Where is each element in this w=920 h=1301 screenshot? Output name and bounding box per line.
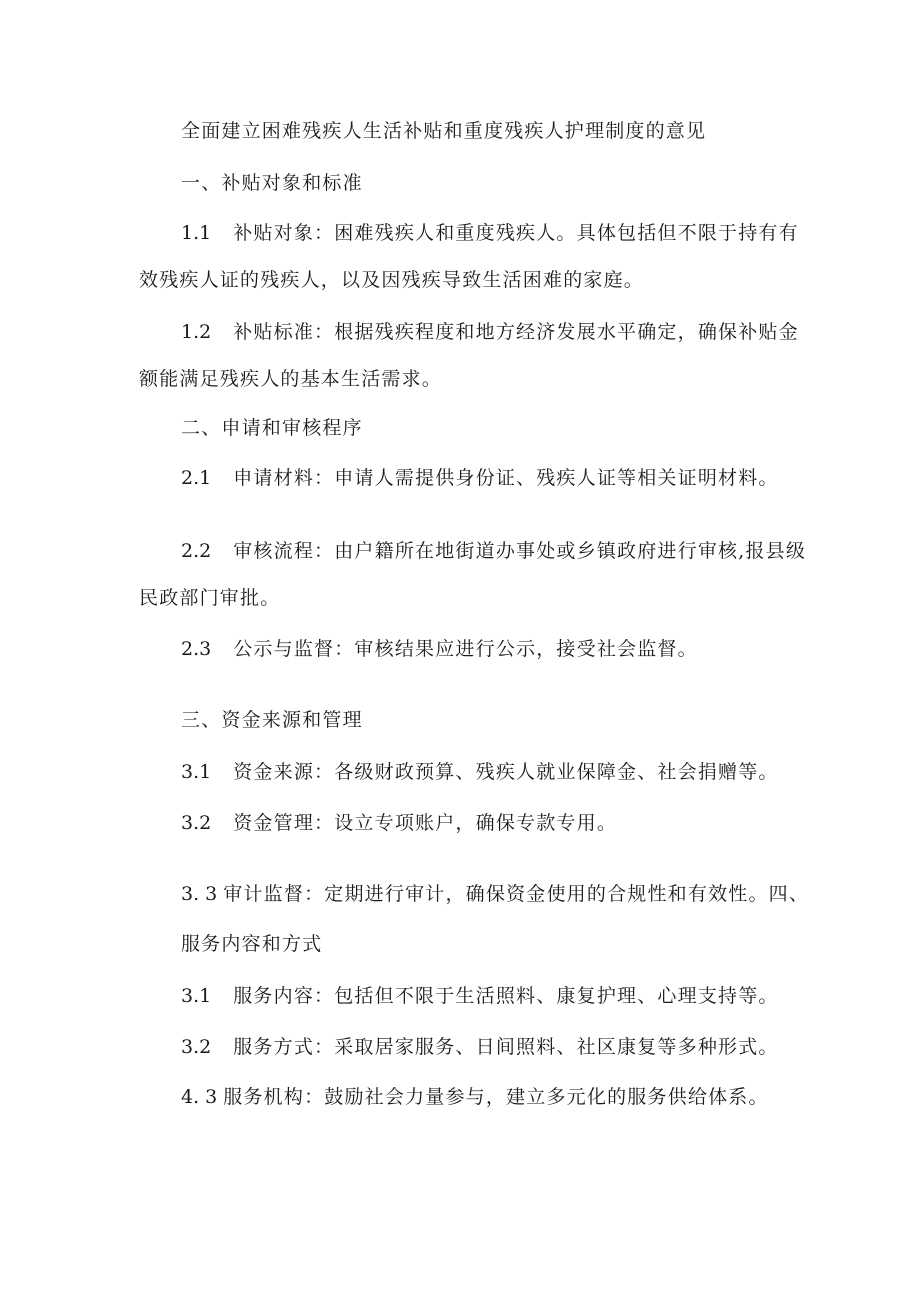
item-1-1-line-1 bbox=[181, 221, 841, 245]
item-number: 4. 3 bbox=[181, 1086, 218, 1108]
item-1-2-line-2: 额能满足残疾人的基本生活需求。 bbox=[139, 368, 443, 390]
item-number: 3.1 bbox=[181, 985, 212, 1007]
item-3-3-line-2: 服务内容和方式 bbox=[181, 933, 323, 955]
item-text: 服务方式：采取居家服务、日间照料、社区康复等多种形式。 bbox=[233, 1036, 779, 1058]
item-3-2-line-1 bbox=[181, 811, 841, 835]
item-s4-2-line-1 bbox=[181, 1035, 841, 1059]
item-number: 2.2 bbox=[181, 540, 212, 562]
section-heading-2: 二、申请和审核程序 bbox=[181, 417, 363, 439]
item-number: 1.2 bbox=[181, 321, 212, 343]
item-text: 资金来源：各级财政预算、残疾人就业保障金、社会捐赠等。 bbox=[233, 761, 779, 783]
item-number: 2.1 bbox=[181, 467, 212, 489]
item-number: 3.2 bbox=[181, 1036, 212, 1058]
item-text: 补贴标准：根据残疾程度和地方经济发展水平确定，确保补贴金 bbox=[233, 321, 799, 343]
item-2-3-line-1 bbox=[181, 637, 841, 661]
item-s4-3-line-1 bbox=[181, 1085, 841, 1109]
item-text: 申请材料：申请人需提供身份证、残疾人证等相关证明材料。 bbox=[233, 467, 779, 489]
item-2-1-line-1 bbox=[181, 466, 841, 490]
item-3-1-line-1 bbox=[181, 760, 841, 784]
item-text: 资金管理：设立专项账户，确保专款专用。 bbox=[233, 812, 618, 834]
item-number: 3. 3 bbox=[181, 883, 218, 905]
item-number: 1.1 bbox=[181, 222, 212, 244]
item-text: 审核流程：由户籍所在地街道办事处或乡镇政府进行审核,报县级 bbox=[233, 540, 807, 562]
item-text: 审计监督：定期进行审计，确保资金使用的合规性和有效性。四、 bbox=[223, 883, 810, 905]
item-number: 3.1 bbox=[181, 761, 212, 783]
item-2-2-line-1 bbox=[181, 539, 841, 563]
item-number: 2.3 bbox=[181, 638, 212, 660]
item-3-3-line-1 bbox=[181, 882, 841, 906]
item-text: 补贴对象：困难残疾人和重度残疾人。具体包括但不限于持有有 bbox=[233, 222, 799, 244]
item-number: 3.2 bbox=[181, 812, 212, 834]
item-2-2-line-2: 民政部门审批。 bbox=[139, 587, 281, 609]
section-heading-1: 一、补贴对象和标准 bbox=[181, 172, 363, 194]
item-text: 公示与监督：审核结果应进行公示，接受社会监督。 bbox=[233, 638, 698, 660]
item-text: 服务内容：包括但不限于生活照料、康复护理、心理支持等。 bbox=[233, 985, 779, 1007]
item-s4-1-line-1 bbox=[181, 984, 841, 1008]
item-text: 服务机构：鼓励社会力量参与，建立多元化的服务供给体系。 bbox=[223, 1086, 769, 1108]
item-1-1-line-2: 效残疾人证的残疾人，以及因残疾导致生活困难的家庭。 bbox=[139, 269, 645, 291]
item-1-2-line-1 bbox=[181, 320, 841, 344]
document-title: 全面建立困难残疾人生活补贴和重度残疾人护理制度的意见 bbox=[181, 120, 707, 142]
section-heading-3: 三、资金来源和管理 bbox=[181, 709, 363, 731]
